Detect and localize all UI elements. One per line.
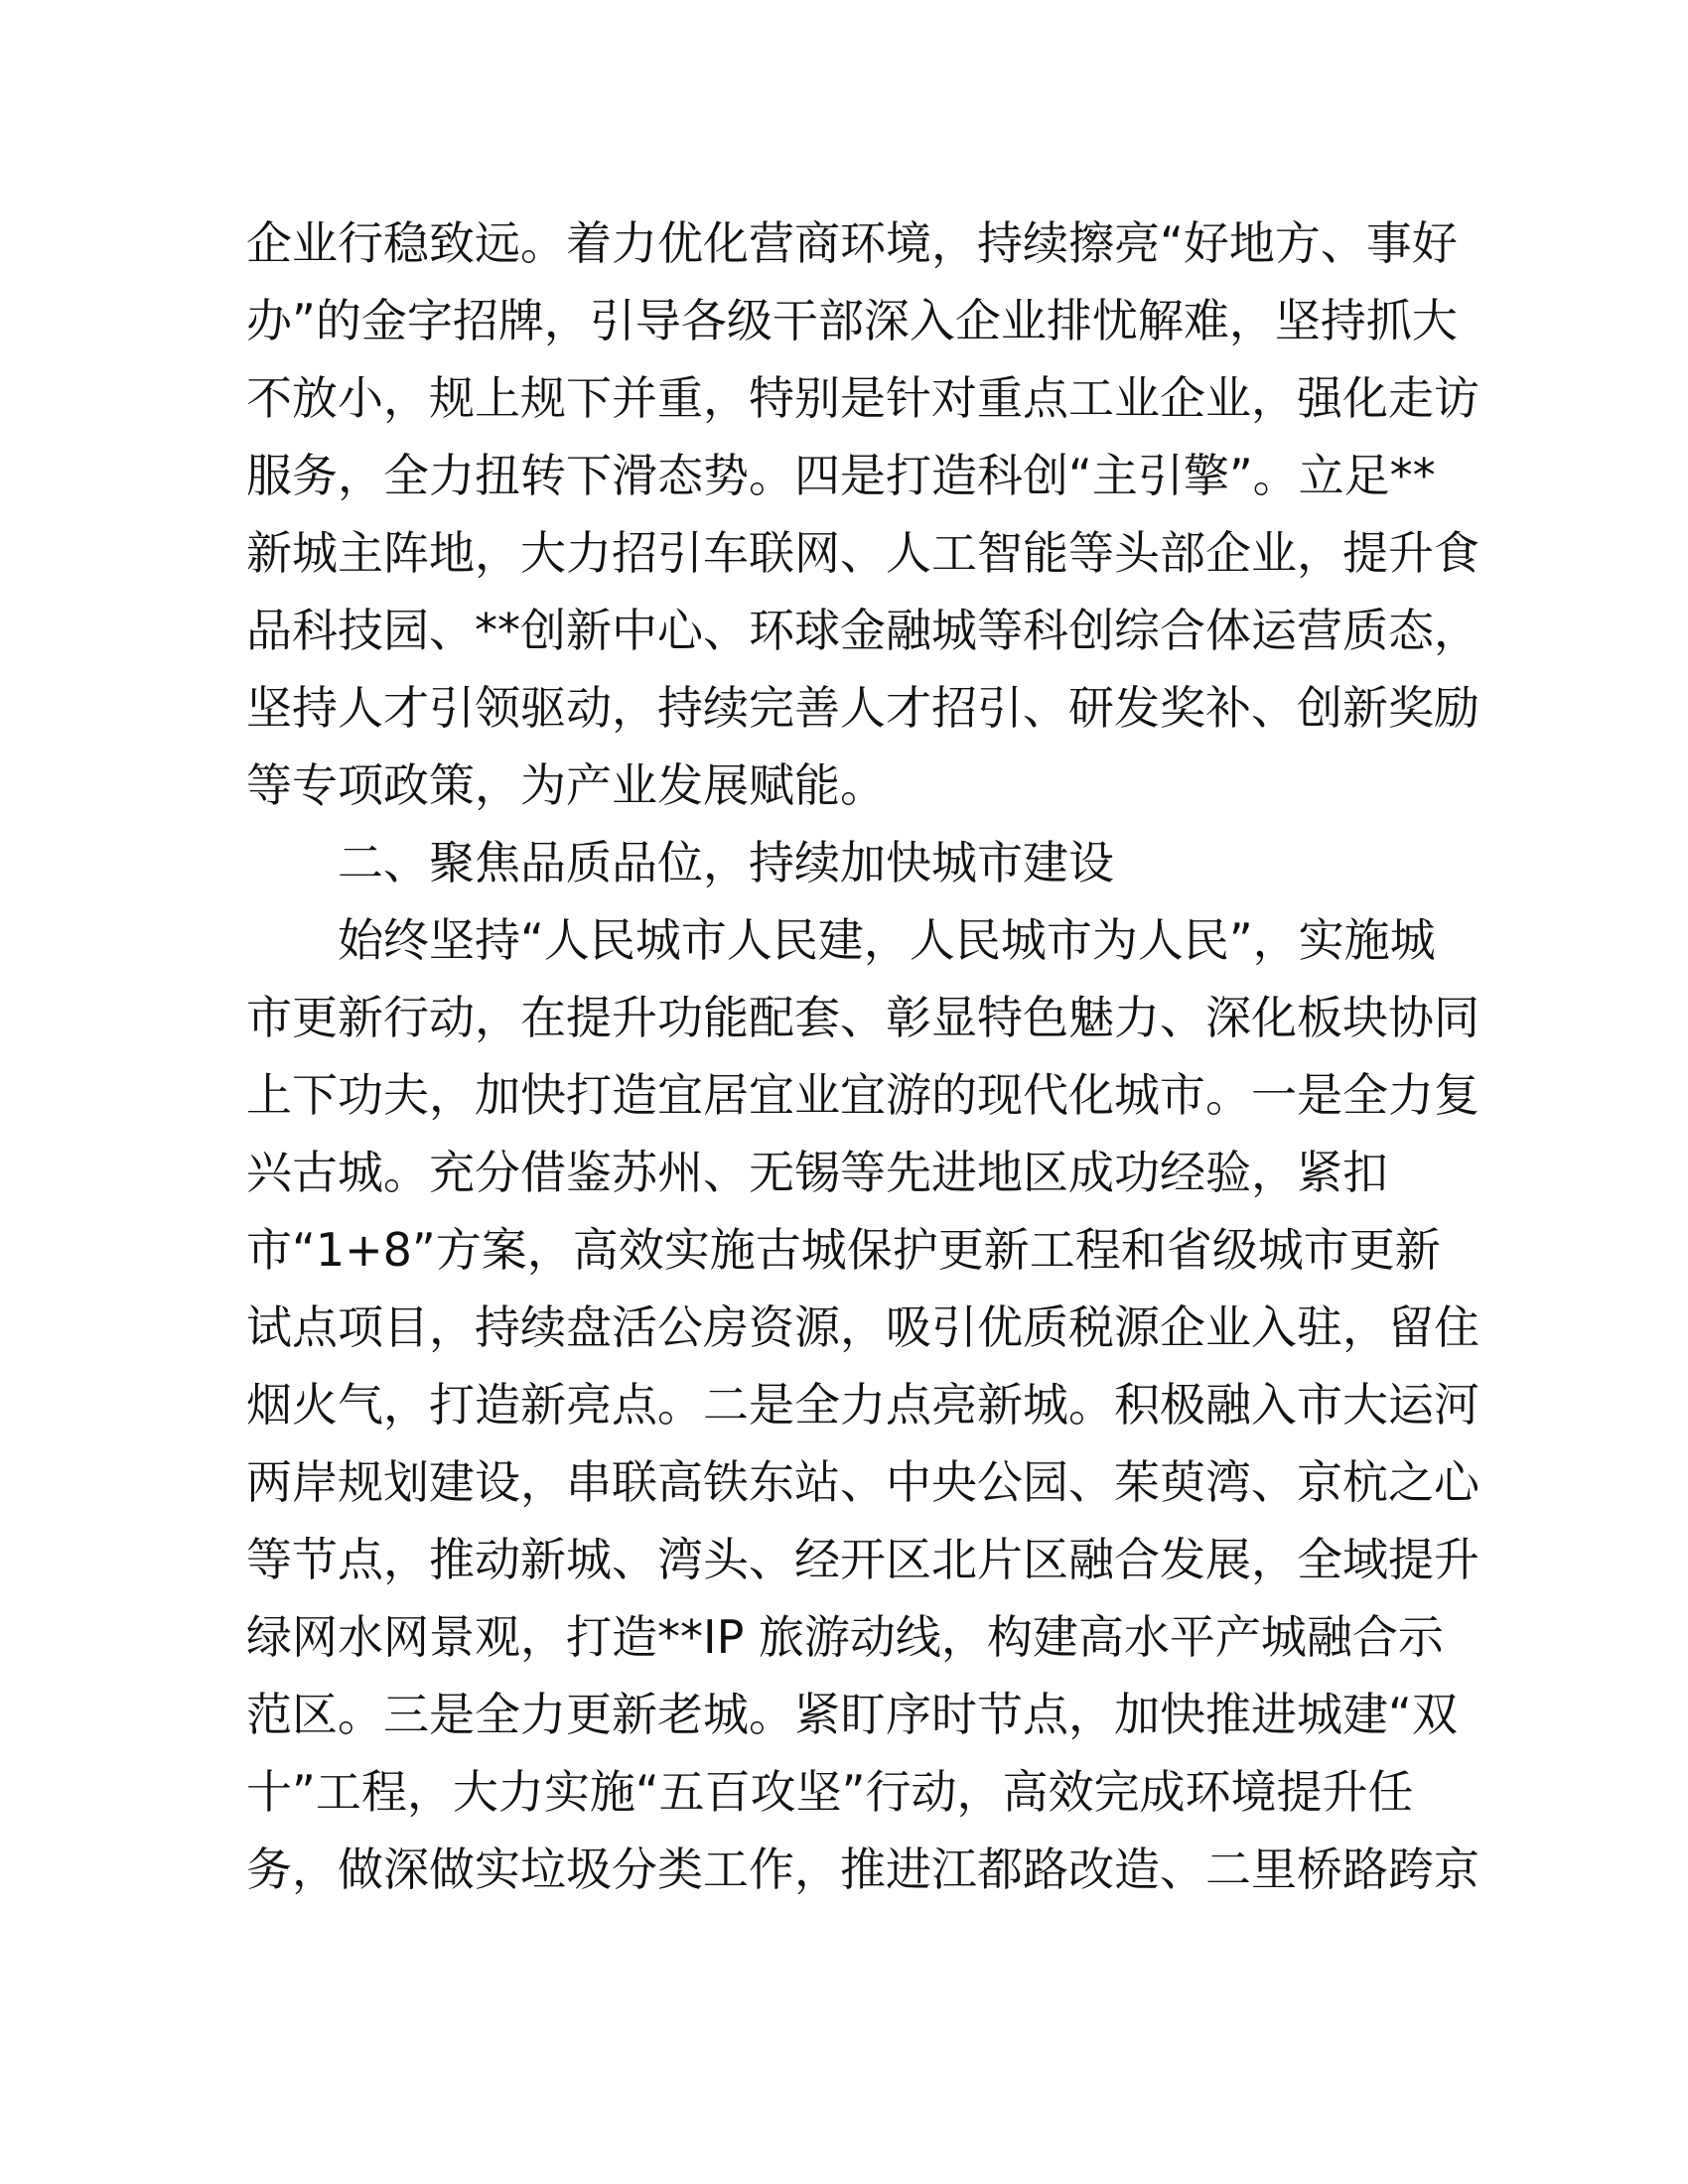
text-line-21: 十”工程，大力实施“五百攻坚”行动，高效完成环境提升任 bbox=[246, 1765, 1414, 1819]
text-line-10: 始终坚持“人民城市人民建，人民城市为人民”，实施城 bbox=[246, 913, 1436, 967]
text-line-20: 范区。三是全力更新老城。紧盯序时节点，加快推进城建“双 bbox=[246, 1688, 1458, 1741]
text-line-6: 品科技园、**创新中心、环球金融城等科创综合体运营质态， bbox=[246, 604, 1479, 657]
text-line-12: 上下功夫，加快打造宜居宜业宜游的现代化城市。一是全力复 bbox=[246, 1068, 1479, 1122]
text-line-22: 务，做深做实垃圾分类工作，推进江都路改造、二里桥路跨京 bbox=[246, 1843, 1479, 1896]
text-line-7: 坚持人才引领驱动，持续完善人才招引、研发奖补、创新奖励 bbox=[246, 681, 1479, 735]
text-line-8: 等专项政策，为产业发展赋能。 bbox=[246, 758, 886, 812]
section-heading-2: 二、聚焦品质品位，持续加快城市建设 bbox=[246, 836, 1114, 889]
text-line-1: 企业行稳致远。着力优化营商环境，持续擦亮“好地方、事好 bbox=[246, 216, 1458, 270]
text-line-17: 两岸规划建设，串联高铁东站、中央公园、茱萸湾、京杭之心 bbox=[246, 1455, 1479, 1509]
text-line-3: 不放小，规上规下并重，特别是针对重点工业企业，强化走访 bbox=[246, 371, 1479, 425]
text-line-18: 等节点，推动新城、湾头、经开区北片区融合发展，全域提升 bbox=[246, 1533, 1479, 1586]
text-line-5: 新城主阵地，大力招引车联网、人工智能等头部企业，提升食 bbox=[246, 526, 1479, 580]
text-line-11: 市更新行动，在提升功能配套、彰显特色魅力、深化板块协同 bbox=[246, 991, 1479, 1044]
text-line-4: 服务，全力扭转下滑态势。四是打造科创“主引擎”。立足** bbox=[246, 449, 1436, 502]
text-line-13: 兴古城。充分借鉴苏州、无锡等先进地区成功经验，紧扣 bbox=[246, 1146, 1388, 1199]
text-line-14: 市“1+8”方案，高效实施古城保护更新工程和省级城市更新 bbox=[246, 1223, 1441, 1277]
text-line-15: 试点项目，持续盘活公房资源，吸引优质税源企业入驻，留住 bbox=[246, 1300, 1479, 1354]
text-line-2: 办”的金字招牌，引导各级干部深入企业排忧解难，坚持抓大 bbox=[246, 294, 1458, 347]
text-line-16: 烟火气，打造新亮点。二是全力点亮新城。积极融入市大运河 bbox=[246, 1378, 1479, 1432]
text-line-19: 绿网水网景观，打造**IP 旅游动线，构建高水平产城融合示 bbox=[246, 1610, 1444, 1664]
document-body bbox=[246, 205, 1479, 1908]
